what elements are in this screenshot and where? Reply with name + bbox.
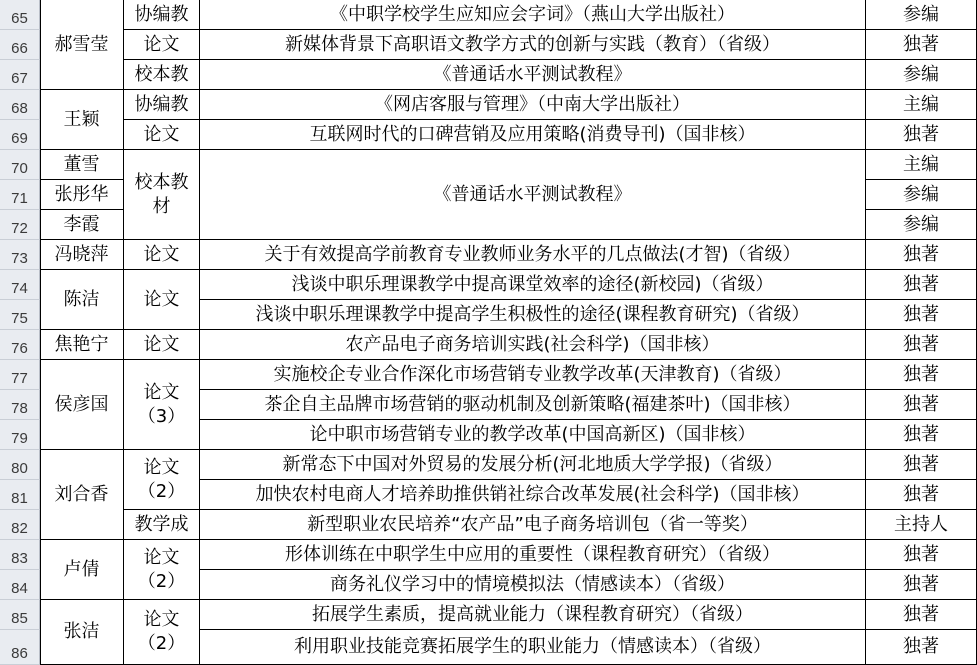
type-cell[interactable]: 协编教	[124, 90, 200, 120]
role-cell[interactable]: 独著	[866, 30, 977, 60]
title-cell[interactable]: 《网店客服与管理》（中南大学出版社）	[200, 90, 866, 120]
row-header-83[interactable]: 83	[0, 540, 40, 570]
role-cell[interactable]: 独著	[866, 450, 977, 480]
role-cell[interactable]: 参编	[866, 180, 977, 210]
role-cell[interactable]: 主持人	[866, 510, 977, 540]
type-cell[interactable]: 论文	[124, 30, 200, 60]
row-header-69[interactable]: 69	[0, 120, 40, 150]
type-cell[interactable]: 协编教	[124, 0, 200, 30]
row-header-77[interactable]: 77	[0, 360, 40, 390]
role-cell[interactable]: 独著	[866, 630, 977, 665]
row-header-82[interactable]: 82	[0, 510, 40, 540]
row-header-80[interactable]: 80	[0, 450, 40, 480]
type-cell[interactable]: 论文（2）	[124, 600, 200, 665]
title-cell[interactable]: 新型职业农民培养“农产品”电子商务培训包（省一等奖）	[200, 510, 866, 540]
title-cell[interactable]: 加快农村电商人才培养助推供销社综合改革发展(社会科学)（国非核）	[200, 480, 866, 510]
role-cell[interactable]: 独著	[866, 240, 977, 270]
row-header-72[interactable]: 72	[0, 210, 40, 240]
row-header-75[interactable]: 75	[0, 300, 40, 330]
row-header-70[interactable]: 70	[0, 150, 40, 180]
row-header-76[interactable]: 76	[0, 330, 40, 360]
title-cell[interactable]: 农产品电子商务培训实践(社会科学)（国非核）	[200, 330, 866, 360]
type-cell[interactable]: 论文（2）	[124, 540, 200, 600]
row-header-67[interactable]: 67	[0, 60, 40, 90]
row-header-84[interactable]: 84	[0, 570, 40, 600]
title-cell[interactable]: 《普通话水平测试教程》	[200, 150, 866, 240]
role-cell[interactable]: 主编	[866, 90, 977, 120]
role-cell[interactable]: 参编	[866, 210, 977, 240]
type-cell[interactable]: 论文（2）	[124, 450, 200, 510]
role-cell[interactable]: 独著	[866, 480, 977, 510]
title-cell[interactable]: 浅谈中职乐理课教学中提高学生积极性的途径(课程教育研究)（省级）	[200, 300, 866, 330]
type-cell[interactable]: 论文	[124, 330, 200, 360]
name-cell[interactable]: 陈洁	[40, 270, 124, 330]
name-cell[interactable]: 董雪	[40, 150, 124, 180]
title-cell[interactable]: 商务礼仪学习中的情境模拟法（情感读本）（省级）	[200, 570, 866, 600]
row-header-65[interactable]: 65	[0, 0, 40, 30]
title-cell[interactable]: 《普通话水平测试教程》	[200, 60, 866, 90]
type-cell[interactable]: 论文	[124, 270, 200, 330]
table-left-border	[40, 0, 41, 665]
name-cell[interactable]: 刘合香	[40, 450, 124, 540]
row-header-71[interactable]: 71	[0, 180, 40, 210]
title-cell[interactable]: 互联网时代的口碑营销及应用策略(消费导刊)（国非核）	[200, 120, 866, 150]
title-cell[interactable]: 《中职学校学生应知应会字词》（燕山大学出版社）	[200, 0, 866, 30]
role-cell[interactable]: 独著	[866, 540, 977, 570]
title-cell[interactable]: 浅谈中职乐理课教学中提高课堂效率的途径(新校园)（省级）	[200, 270, 866, 300]
name-cell[interactable]: 冯晓萍	[40, 240, 124, 270]
title-cell[interactable]: 茶企自主品牌市场营销的驱动机制及创新策略(福建茶叶)（国非核）	[200, 390, 866, 420]
name-cell[interactable]: 郝雪莹	[40, 0, 124, 90]
row-header-85[interactable]: 85	[0, 600, 40, 630]
row-header-73[interactable]: 73	[0, 240, 40, 270]
name-cell[interactable]: 张彤华	[40, 180, 124, 210]
row-header-78[interactable]: 78	[0, 390, 40, 420]
type-cell[interactable]: 论文	[124, 240, 200, 270]
title-cell[interactable]: 论中职市场营销专业的教学改革(中国高新区)（国非核）	[200, 420, 866, 450]
row-header-86[interactable]: 86	[0, 630, 40, 665]
type-cell[interactable]: 论文（3）	[124, 360, 200, 450]
role-cell[interactable]: 独著	[866, 420, 977, 450]
name-cell[interactable]: 卢倩	[40, 540, 124, 600]
row-header-74[interactable]: 74	[0, 270, 40, 300]
role-cell[interactable]: 参编	[866, 60, 977, 90]
name-cell[interactable]: 焦艳宁	[40, 330, 124, 360]
role-cell[interactable]: 独著	[866, 270, 977, 300]
role-cell[interactable]: 独著	[866, 330, 977, 360]
name-cell[interactable]: 侯彦国	[40, 360, 124, 450]
name-cell[interactable]: 李霞	[40, 210, 124, 240]
type-cell[interactable]: 校本教材	[124, 150, 200, 240]
title-cell[interactable]: 实施校企专业合作深化市场营销专业教学改革(天津教育)（省级）	[200, 360, 866, 390]
title-cell[interactable]: 关于有效提高学前教育专业教师业务水平的几点做法(才智)（省级）	[200, 240, 866, 270]
row-header-66[interactable]: 66	[0, 30, 40, 60]
type-cell[interactable]: 校本教	[124, 60, 200, 90]
role-cell[interactable]: 独著	[866, 120, 977, 150]
role-cell[interactable]: 独著	[866, 300, 977, 330]
type-cell[interactable]: 论文	[124, 120, 200, 150]
role-cell[interactable]: 独著	[866, 570, 977, 600]
name-cell[interactable]: 王颖	[40, 90, 124, 150]
row-header-79[interactable]: 79	[0, 420, 40, 450]
row-header-81[interactable]: 81	[0, 480, 40, 510]
role-cell[interactable]: 主编	[866, 150, 977, 180]
role-cell[interactable]: 独著	[866, 360, 977, 390]
role-cell[interactable]: 独著	[866, 390, 977, 420]
name-cell[interactable]: 张洁	[40, 600, 124, 665]
role-cell[interactable]: 独著	[866, 600, 977, 630]
type-cell[interactable]: 教学成	[124, 510, 200, 540]
title-cell[interactable]: 拓展学生素质，提高就业能力（课程教育研究）（省级）	[200, 600, 866, 630]
row-header-68[interactable]: 68	[0, 90, 40, 120]
title-cell[interactable]: 新常态下中国对外贸易的发展分析(河北地质大学学报)（省级）	[200, 450, 866, 480]
role-cell[interactable]: 参编	[866, 0, 977, 30]
title-cell[interactable]: 形体训练在中职学生中应用的重要性（课程教育研究）（省级）	[200, 540, 866, 570]
title-cell[interactable]: 新媒体背景下高职语文教学方式的创新与实践（教育）（省级）	[200, 30, 866, 60]
title-cell[interactable]: 利用职业技能竞赛拓展学生的职业能力（情感读本）（省级）	[200, 630, 866, 665]
